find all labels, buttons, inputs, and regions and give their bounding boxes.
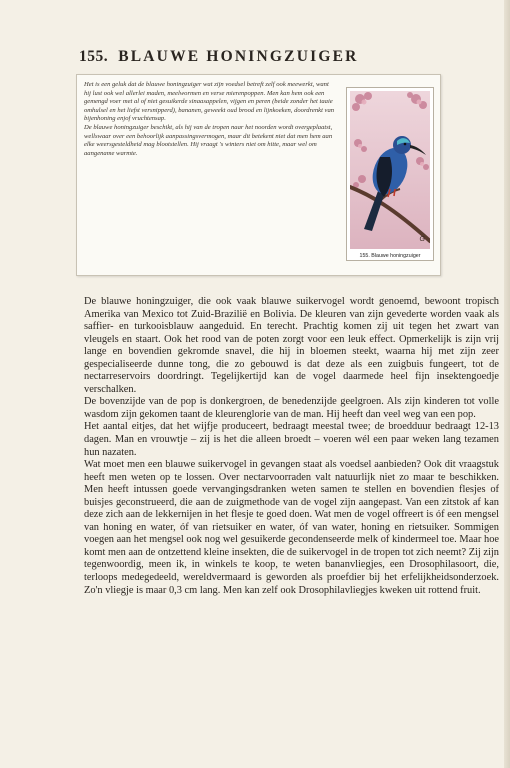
page-edge xyxy=(504,0,510,768)
intro-box xyxy=(76,74,441,276)
body-paragraph: Het aantal eitjes, dat het wijfje produceert, bedraagt meestal twee; de broedduur bedraagt 12-13 dagen. Man en vrouwtje – zij is het die alleen broedt – voeren wél een paar weken lang tezamen hun nazaten. xyxy=(84,421,499,458)
card-caption: 155. Blauwe honingzuiger xyxy=(359,253,421,259)
collector-card xyxy=(346,87,434,261)
body-paragraph: De bovenzijde van de pop is donkergroen, de benedenzijde geelgroen. Als zijn kinderen tot volle wasdom zijn gekomen taant de kleurenglorie van de man. Hij heeft dan veel weg van een pop. xyxy=(84,396,499,420)
intro-text xyxy=(84,81,337,158)
bird-illustration xyxy=(350,91,430,249)
body-paragraph: De blauwe honingzuiger, die ook vaak blauwe suikervogel wordt genoemd, bewoont tropisch Amerika van Mexico tot Zuid-Brazilië en Bolivia. De kleuren van zijn gevederte worden vaak als saffier- en turkooisblauw aangeduid. En terecht. Prachtig komen zij uit tegen het zwart van vleugels en staart. Ook het rood van de poten zorgt voor een leuk effect. Opmerkelijk is zijn vrij lange en bovendien gekromde snavel, die hij in bloemen steekt, waarna hij met zijn zeer gespecialiseerde dunne tong, die zo gebouwd is dat deze als een zuigbuis fungeert, tot de nectarreservoirs doordringt. Tegelijkertijd kan de vogel daarmede heel fijn insektengoedje verschalken. xyxy=(84,296,499,395)
body-paragraph: Wat moet men een blauwe suikervogel in gevangen staat als voedsel aanbieden? Ook dit vraagstuk heeft men weten op te lossen. Over nectarvoorraden valt natuurlijk niet zo maar te beschikken. Men heeft intussen goede vervangingsdranken weten samen te stellen en bovendien flesjes of buisjes geconstrueerd, die aan de zuigmethode van de vogel zijn aangepast. Van een zitstok af kan deze zich aan de lekkernijen in het flesje te goed doen. Wat men de vogel offreert is óf een mengsel van honing en water, óf van rietsuiker en water, óf van water, honing en rietsuiker. Sommigen voegen aan het mengsel ook nog wel gesuikerde gecondenseerde melk of kindermeel toe. Maar hoe komt men aan de ontzettend kleine insekten, die de suikervogel in de tropen tot zich neemt? Zij zijn tegenwoordig, meen ik, in winkels te koop, te weten bananvliegjes, een Drosophilasoort, die, terloops medegedeeld, wereldvermaard is geworden als proefdier bij het erfelijkheidsonderzoek. Zo'n vliegje is maar 0,3 cm lang. Men kan zelf ook Drosophilavliegjes kweken uit rottend fruit. xyxy=(84,459,499,596)
title-text: BLAUWE HONINGZUIGER xyxy=(118,48,359,65)
intro-paragraph: De blauwe honingzuiger beschikt, als hij van de tropen naar het noorden wordt overgeplaatst, wellswaar over een behoorlijk aanpassingsvermogen, maar dit betekent niet dat men hem aan elke weersgesteldheid mag blootstellen. Hij vraagt 's winters niet om hitte, maar wel om aangename warmte. xyxy=(84,123,333,157)
page-title xyxy=(79,48,359,66)
artist-signature: G xyxy=(419,236,425,243)
body-text xyxy=(84,296,499,597)
intro-paragraph: Het is een geluk dat de blauwe honingzuiger wat zijn voedsel betreft zelf ook meewerkt, want hij lust ook wel allerlei maden, meelwormen en verse mierenpoppen. Men kan hem ook een gemengd voer met al of niet gesuikerde sinaasappelen, vijgen en peren (beide zonder het taaie omhulsel en het liefst versnipperd), bananen, geweekt oud brood en lijnkoeken, doordrenkt van bijenhoning enjof vruchtensap. xyxy=(84,81,335,123)
title-number: 155. xyxy=(79,48,109,65)
